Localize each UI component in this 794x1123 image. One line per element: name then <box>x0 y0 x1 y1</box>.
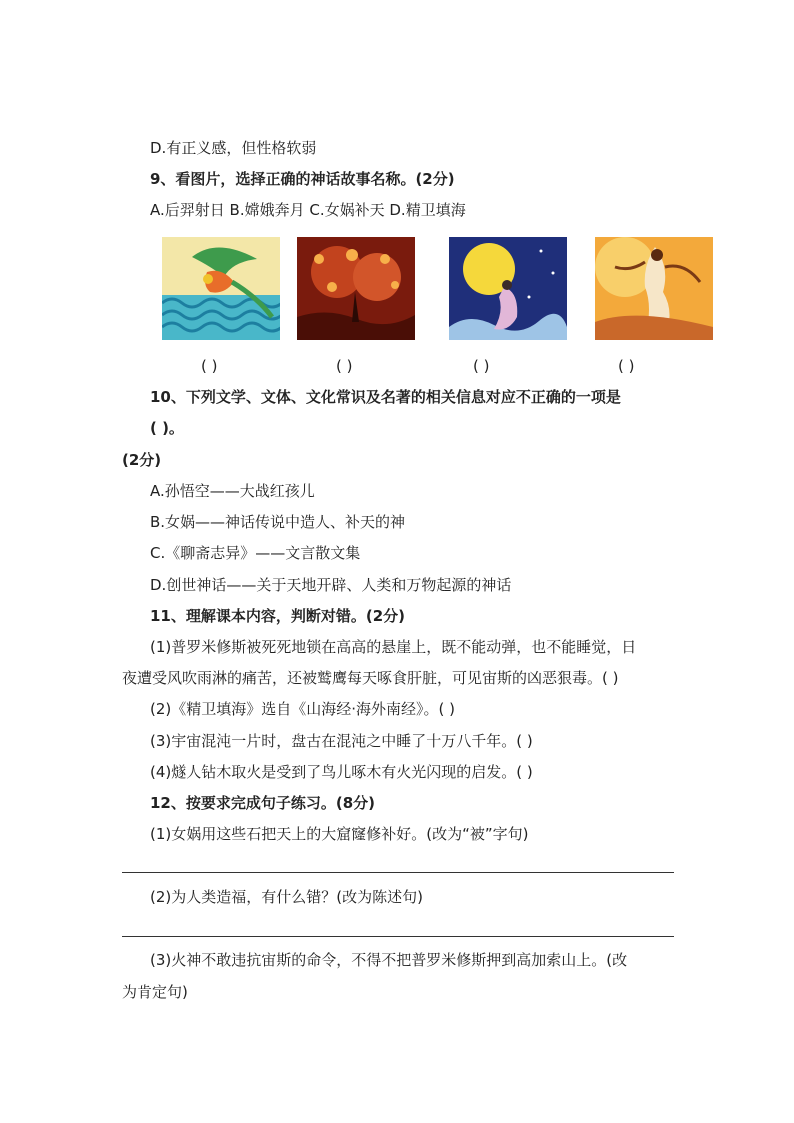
q10-option-d: D.创世神话——关于天地开辟、人类和万物起源的神话 <box>150 576 512 594</box>
red-suns-image <box>297 237 415 340</box>
q12-title: 12、按要求完成句子练习。(8分) <box>150 794 376 812</box>
q10-option-b: B.女娲——神话传说中造人、补天的神 <box>150 513 406 531</box>
q11-item1-line1: (1)普罗米修斯被死死地锁在高高的悬崖上，既不能动弹，也不能睡觉，日 <box>150 638 637 656</box>
q12-answer-line-1[interactable] <box>122 872 674 873</box>
q9-answer-blank-1[interactable]: ( ) <box>201 357 218 375</box>
q11-item1-line2: 夜遭受风吹雨淋的痛苦，还被鹫鹰每天啄食肝脏，可见宙斯的凶恶狠毒。( ) <box>122 669 619 687</box>
q9-answer-blank-4[interactable]: ( ) <box>618 357 635 375</box>
q12-answer-line-2[interactable] <box>122 936 674 937</box>
q12-item1: (1)女娲用这些石把天上的大窟窿修补好。(改为“被”字句) <box>150 825 529 843</box>
q12-item2: (2)为人类造福，有什么错？(改为陈述句) <box>150 888 423 906</box>
q11-item2: (2)《精卫填海》选自《山海经·海外南经》。( ) <box>150 700 455 718</box>
q9-title: 9、看图片，选择正确的神话故事名称。(2分) <box>150 170 455 188</box>
q12-item3-line2: 为肯定句) <box>122 983 188 1001</box>
q9-picture-3 <box>449 237 567 340</box>
q10-score: (2分) <box>122 451 162 469</box>
bird-over-waves-image <box>162 237 280 340</box>
golden-goddess-image <box>595 237 713 340</box>
q11-item4: (4)燧人钻木取火是受到了鸟儿啄木有火光闪现的启发。( ) <box>150 763 533 781</box>
q9-answer-blank-3[interactable]: ( ) <box>473 357 490 375</box>
q10-option-c: C.《聊斋志异》——文言散文集 <box>150 544 361 562</box>
q10-title-line1: 10、下列文学、文体、文化常识及名著的相关信息对应不正确的一项是 <box>150 388 621 406</box>
q9-picture-2 <box>297 237 415 340</box>
q9-options: A.后羿射日 B.嫦娥奔月 C.女娲补天 D.精卫填海 <box>150 201 466 219</box>
q12-item3-line1: (3)火神不敢违抗宙斯的命令，不得不把普罗米修斯押到高加索山上。(改 <box>150 951 628 969</box>
prev-option-d: D.有正义感，但性格软弱 <box>150 139 317 157</box>
q11-title: 11、理解课本内容，判断对错。(2分) <box>150 607 406 625</box>
q9-picture-4 <box>595 237 713 340</box>
q10-option-a: A.孙悟空——大战红孩儿 <box>150 482 315 500</box>
q10-title-line2: ( )。 <box>150 419 184 437</box>
q11-item3: (3)宇宙混沌一片时，盘古在混沌之中睡了十万八千年。( ) <box>150 732 533 750</box>
moon-fairy-image <box>449 237 567 340</box>
q9-answer-blank-2[interactable]: ( ) <box>336 357 353 375</box>
q9-picture-1 <box>162 237 280 340</box>
